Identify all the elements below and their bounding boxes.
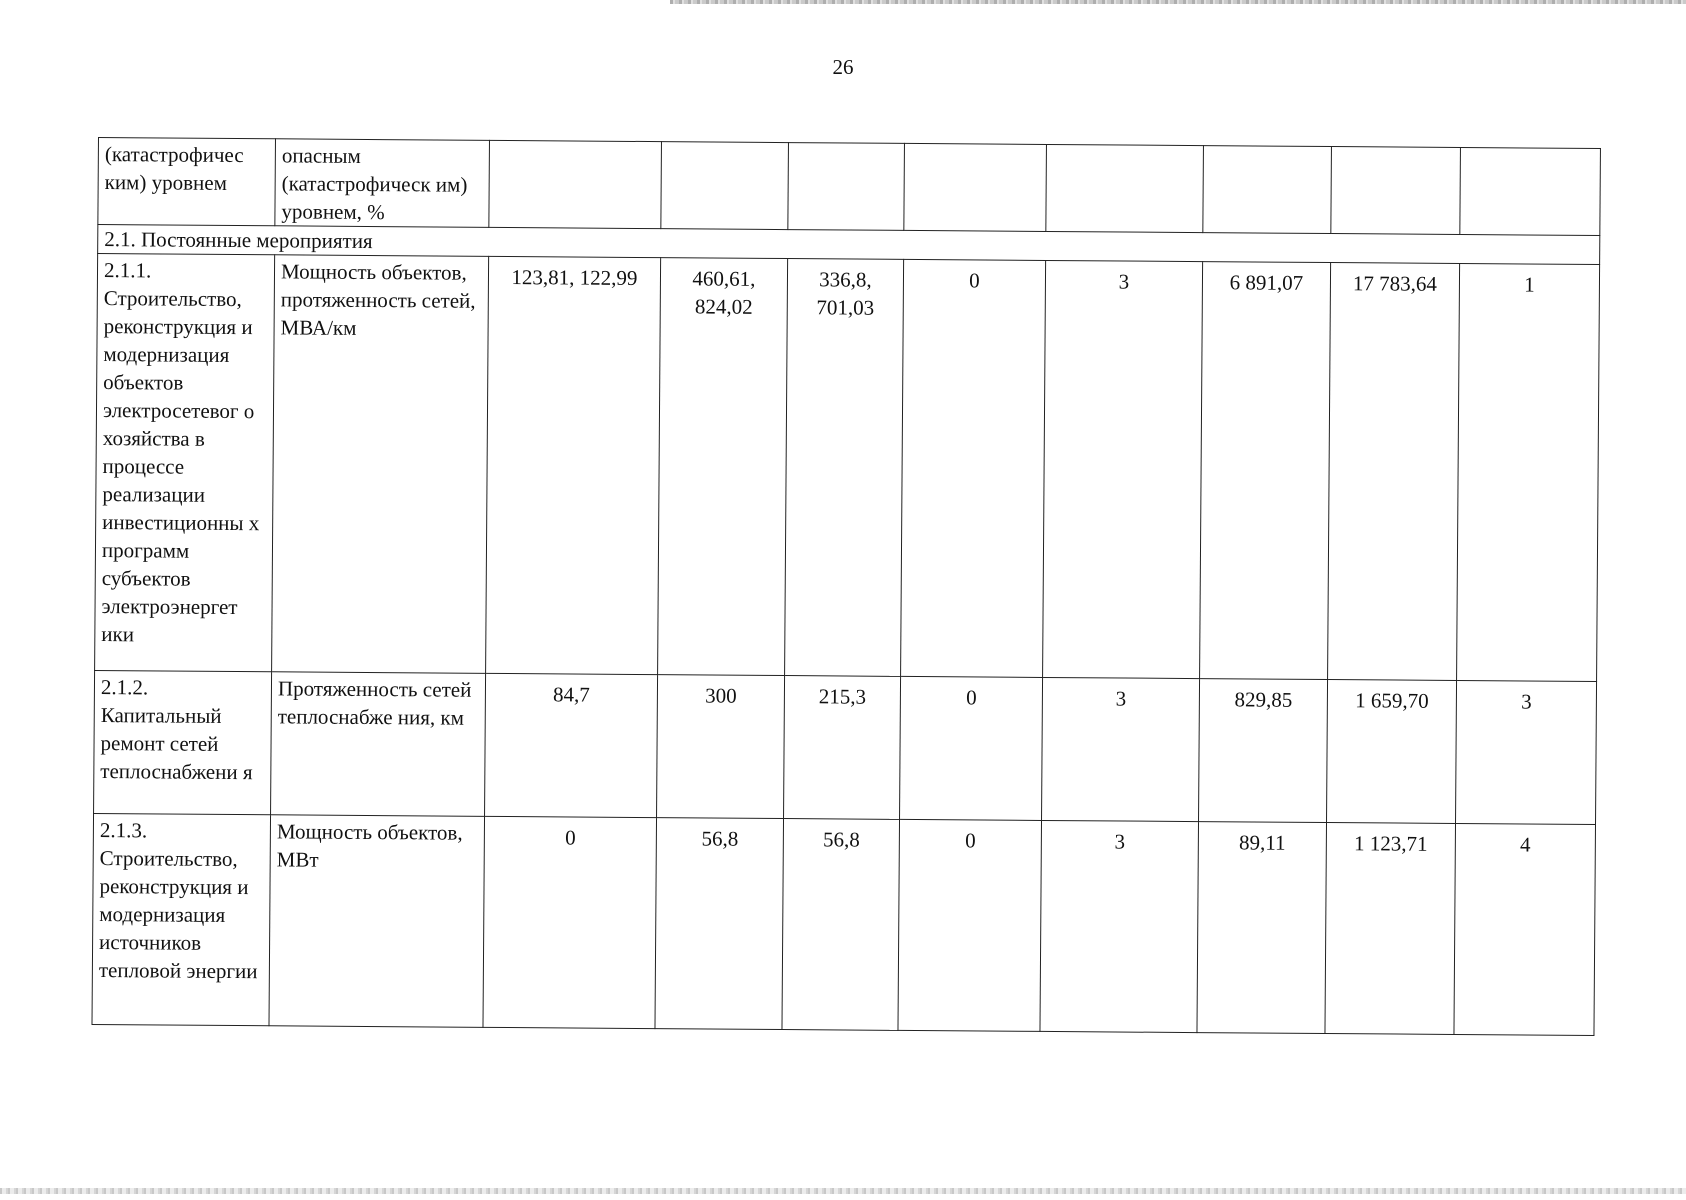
value-cell: 215,3	[784, 676, 901, 820]
value-cell: 56,8	[782, 819, 900, 1031]
scan-edge-bottom	[0, 1188, 1686, 1194]
value-cell: 0	[483, 816, 657, 1028]
scan-edge-top	[670, 0, 1686, 4]
header-cell-5	[788, 143, 905, 231]
header-cell-8	[1203, 146, 1332, 234]
section-title: 2.1. Постоянные мероприятия	[98, 225, 1600, 265]
header-cell-9	[1331, 147, 1461, 235]
table-row	[94, 670, 1597, 824]
table-row-continuation	[98, 138, 1601, 236]
header-cell-2: опасным (катастрофическ им) уровнем, %	[275, 139, 490, 228]
value-cell: 123,81, 122,99	[486, 256, 661, 674]
header-cell-3	[489, 140, 662, 228]
value-cell: 829,85	[1199, 679, 1328, 823]
header-cell-7	[1046, 144, 1204, 232]
measure-name: 2.1.1. Строительство, реконструкция и модернизация объектов электросетевог о хозяйства в процессе реализации инвестиционны х программ субъектов электроэнергет ики	[95, 254, 275, 672]
value-cell: 84,7	[485, 673, 658, 817]
value-cell: 89,11	[1197, 822, 1327, 1034]
value-cell: 56,8	[655, 818, 784, 1030]
indicator-name: Протяженность сетей теплоснабже ния, км	[271, 672, 486, 817]
value-cell: 17 783,64	[1328, 263, 1460, 681]
value-cell: 3	[1042, 677, 1200, 821]
value-cell: 3	[1040, 820, 1199, 1032]
measure-name: 2.1.2. Капитальный ремонт сетей теплоснабжени я	[94, 670, 272, 814]
value-cell: 336,8, 701,03	[785, 259, 904, 677]
value-cell: 6 891,07	[1200, 262, 1331, 680]
value-cell: 4	[1454, 823, 1596, 1035]
table-row	[95, 254, 1600, 682]
table-row	[92, 813, 1596, 1035]
header-cell-10	[1460, 147, 1601, 235]
indicator-name: Мощность объектов, протяженность сетей, МВА/км	[272, 255, 489, 674]
value-cell: 460,61, 824,02	[658, 258, 788, 676]
value-cell: 1 659,70	[1327, 680, 1457, 824]
value-cell: 0	[901, 259, 1046, 677]
measures-table	[91, 137, 1600, 1036]
header-cell-4	[661, 142, 789, 230]
page-number: 26	[832, 55, 854, 79]
value-cell: 0	[900, 676, 1043, 820]
value-cell: 3	[1043, 260, 1203, 678]
value-cell: 1	[1457, 263, 1600, 681]
value-cell: 300	[657, 675, 785, 819]
measure-name: 2.1.3. Строительство, реконструкция и модернизация источников тепловой энергии	[92, 813, 271, 1025]
header-cell-1: (катастрофичес ким) уровнем	[98, 138, 276, 226]
value-cell: 3	[1456, 680, 1597, 824]
value-cell: 1 123,71	[1325, 823, 1456, 1035]
indicator-name: Мощность объектов, МВт	[269, 815, 485, 1028]
header-cell-6	[904, 143, 1047, 231]
value-cell: 0	[898, 819, 1042, 1031]
